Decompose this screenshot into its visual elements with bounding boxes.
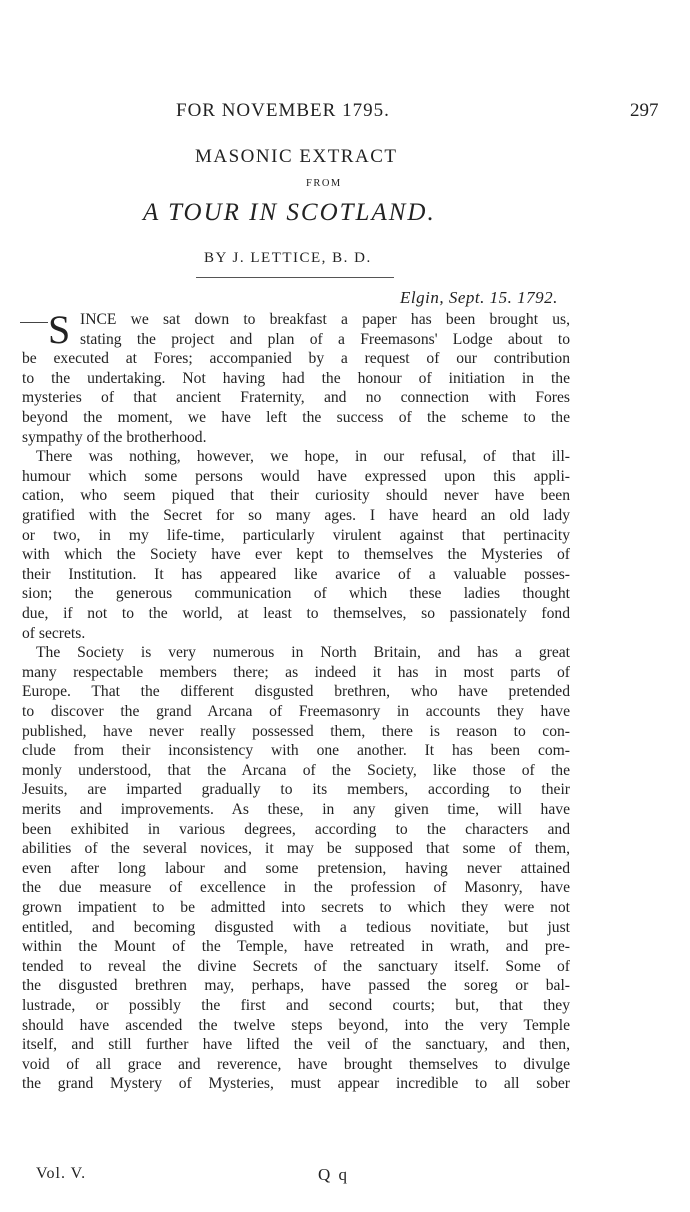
text-line: sion; the generous communication of which these ladies thought xyxy=(22,585,570,603)
page-number: 297 xyxy=(630,100,659,121)
text-line: gratified with the Secret for so many ages. I have heard an old lady xyxy=(22,507,570,524)
text-line: The Society is very numerous in North Britain, and has a great xyxy=(36,644,570,662)
text-line: mysteries of that ancient Fraternity, and no connection with Fores xyxy=(22,389,570,407)
text-line: to the undertaking. Not having had the honour of initiation in the xyxy=(22,369,570,387)
drop-cap: S xyxy=(48,307,71,352)
text-line: tended to reveal the divine Secrets of the sanctuary itself. Some of xyxy=(22,957,570,975)
article-title: MASONIC EXTRACT xyxy=(195,146,398,167)
text-line: sympathy of the brotherhood. xyxy=(22,428,207,446)
text-line: with which the Society have ever kept to themselves the Mysteries of xyxy=(22,546,570,564)
text-line: been exhibited in various degrees, according to the characters and xyxy=(22,820,570,838)
text-line: There was nothing, however, we hope, in our refusal, of that ill- xyxy=(36,448,570,466)
running-head: FOR NOVEMBER 1795. xyxy=(176,100,390,121)
signature-mark: Q q xyxy=(318,1165,350,1184)
text-line: the due measure of excellence in the profession of Masonry, have xyxy=(22,879,570,897)
text-line: grown impatient to be admitted into secrets to which they were not xyxy=(22,899,570,916)
text-line: due, if not to the world, at least to themselves, so passionately fond xyxy=(22,605,570,622)
paragraph-dash xyxy=(20,322,48,323)
text-line: Jesuits, are imparted gradually to its members, according to their xyxy=(22,781,570,799)
text-line: merits and improvements. As these, in any given time, will have xyxy=(22,801,570,818)
article-subtitle: A TOUR IN SCOTLAND. xyxy=(143,199,436,226)
text-line: the disgusted brethren may, perhaps, have passed the soreg or bal- xyxy=(22,977,570,995)
text-line: clude from their inconsistency with one another. It has been com- xyxy=(22,742,570,760)
text-line: the grand Mystery of Mysteries, must appear incredible to all sober xyxy=(22,1075,570,1093)
text-line: entitled, and becoming disgusted with a tedious novitiate, but just xyxy=(22,918,570,936)
text-line: lustrade, or possibly the first and second courts; but, that they xyxy=(22,997,570,1014)
volume-label: Vol. V. xyxy=(36,1165,87,1182)
byline: BY J. LETTICE, B. D. xyxy=(204,250,372,266)
text-line: cation, who seem piqued that their curiosity should never have been xyxy=(22,487,570,505)
title-connector: FROM xyxy=(306,178,342,189)
text-line: humour which some persons would have expressed upon this appli- xyxy=(22,467,570,485)
text-line: of secrets. xyxy=(22,624,86,642)
text-line: should have ascended the twelve steps beyond, into the very Temple xyxy=(22,1016,570,1034)
text-line: abilities of the several novices, it may be supposed that some of them, xyxy=(22,840,570,858)
text-line: even after long labour and some pretension, having never attained xyxy=(22,859,570,877)
text-line: itself, and still further have lifted the veil of the sanctuary, and then, xyxy=(22,1036,570,1054)
text-line: or two, in my life-time, particularly virulent against that pertinacity xyxy=(22,526,570,544)
text-line: void of all grace and reverence, have brought themselves to divulge xyxy=(22,1055,570,1073)
divider-rule xyxy=(196,277,394,278)
text-line: published, have never really possessed them, there is reason to con- xyxy=(22,722,570,740)
text-line: Europe. That the different disgusted brethren, who have pretended xyxy=(22,683,570,701)
text-line: stating the project and plan of a Freemasons' Lodge about to xyxy=(80,330,570,348)
text-line: beyond the moment, we have left the success of the scheme to the xyxy=(22,409,570,426)
text-line: within the Mount of the Temple, have retreated in wrath, and pre- xyxy=(22,938,570,956)
text-line: monly understood, that the Arcana of the Society, like those of the xyxy=(22,761,570,779)
text-line: to discover the grand Arcana of Freemasonry in accounts they have xyxy=(22,703,570,720)
text-line: many respectable members there; as indeed it has in most parts of xyxy=(22,663,570,681)
text-line: their Institution. It has appeared like avarice of a valuable posses- xyxy=(22,565,570,583)
text-line: be executed at Fores; accompanied by a request of our contribution xyxy=(22,350,570,368)
text-line: INCE we sat down to breakfast a paper has been brought us, xyxy=(80,311,570,328)
dateline: Elgin, Sept. 15. 1792. xyxy=(400,288,558,307)
